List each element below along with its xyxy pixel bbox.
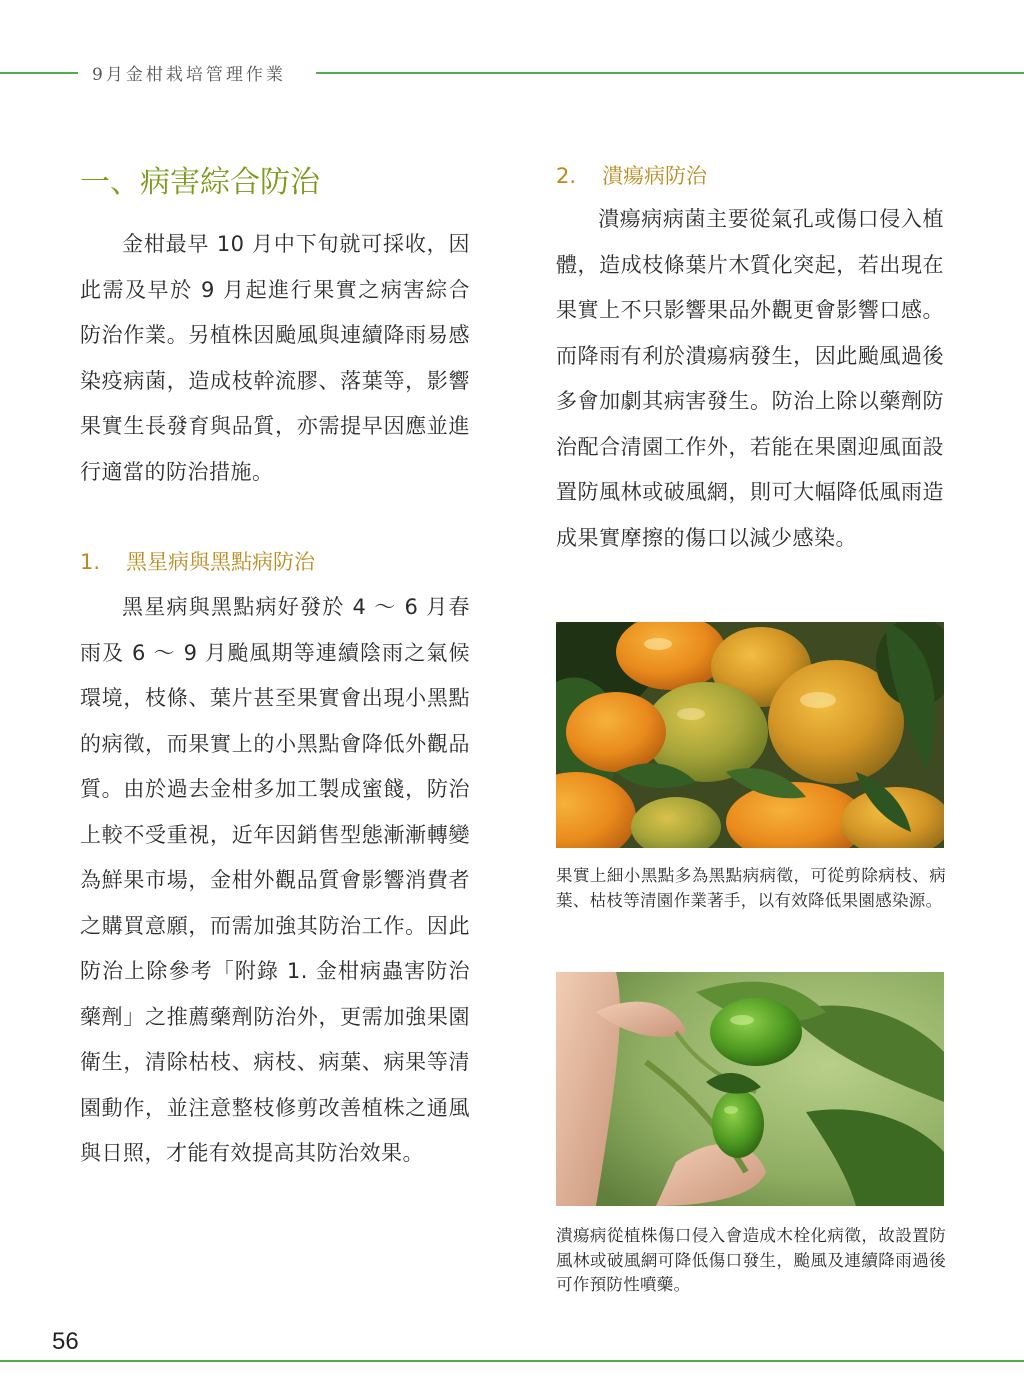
subsection-title: 黑星病與黑點病防治 (126, 550, 315, 574)
subsection-title: 潰瘍病防治 (602, 164, 707, 188)
kumquat-fruit-photo (556, 622, 944, 848)
header-rule-right (316, 72, 1024, 74)
page-number: 56 (52, 1328, 79, 1355)
footer-rule (0, 1360, 1024, 1362)
subsection-heading-black-spot (80, 546, 315, 576)
subsection-heading-canker (556, 160, 707, 190)
green-kumquat-hand-photo (556, 972, 944, 1206)
black-spot-paragraph: 黑星病與黑點病好發於 4 ～ 6 月春雨及 6 ～ 9 月颱風期等連續陰雨之氣候環境，枝條、葉片甚至果實會出現小黑點的病徵，而果實上的小黑點會降低外觀品質。由於過去金柑多加工製成蜜餞，防治上較不受重視，近年因銷售型態漸漸轉變為鮮果市場，金柑外觀品質會影響消費者之購買意願，而需加強其防治工作。因此防治上除參考「附錄 1. 金柑病蟲害防治藥劑」之推薦藥劑防治外，更需加強果園衛生，清除枯枝、病枝、病葉、病果等清園動作，並注意整枝修剪改善植株之通風與日照，才能有效提高其防治效果。 (80, 595, 470, 1165)
subsection-number: 2. (556, 164, 577, 188)
photo-caption-canker: 潰瘍病從植株傷口侵入會造成木栓化病徵，故設置防風林或破風網可降低傷口發生，颱風及連續降雨過後可作預防性噴藥。 (556, 1226, 946, 1294)
canker-paragraph: 潰瘍病病菌主要從氣孔或傷口侵入植體，造成枝條葉片木質化突起，若出現在果實上不只影響果品外觀更會影響口感。而降雨有利於潰瘍病發生，因此颱風過後多會加劇其病害發生。防治上除以藥劑防治配合清園工作外，若能在果園迎風面設置防風林或破風網，則可大幅降低風雨造成果實摩擦的傷口以減少感染。 (556, 207, 944, 550)
photo-caption-black-spot: 果實上細小黑點多為黑點病病徵，可從剪除病枝、病葉、枯枝等清園作業著手，以有效降低果園感染源。 (556, 866, 946, 910)
header-rule-left (0, 72, 78, 74)
section-title: 一、病害綜合防治 (80, 165, 320, 200)
intro-paragraph: 金柑最早 10 月中下旬就可採收，因此需及早於 9 月起進行果實之病害綜合防治作業。另植株因颱風與連續降雨易感染疫病菌，造成枝幹流膠、落葉等，影響果實生長發育與品質，亦需提早因應並進行適當的防治措施。 (80, 232, 470, 484)
subsection-number: 1. (80, 550, 101, 574)
running-header-title: 9月金柑栽培管理作業 (92, 65, 286, 85)
